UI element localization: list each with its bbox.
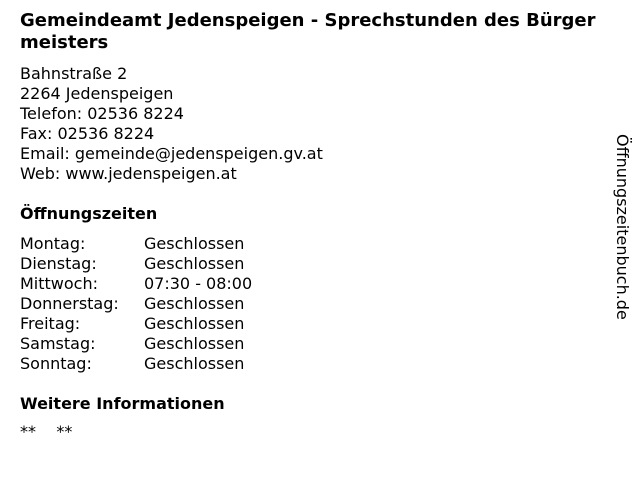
address-city: 2264 Jedenspeigen xyxy=(20,84,174,103)
hours-time: Geschlossen xyxy=(144,354,245,373)
hours-time: Geschlossen xyxy=(144,234,245,253)
hours-day: Mittwoch: xyxy=(20,274,98,293)
hours-time: Geschlossen xyxy=(144,334,245,353)
hours-row-sunday xyxy=(20,354,610,374)
hours-day: Dienstag: xyxy=(20,254,97,273)
hours-time: Geschlossen xyxy=(144,314,245,333)
page-title: Gemeindeamt Jedenspeigen - Sprechstunden des Bürgermeisters xyxy=(20,10,596,53)
address-phone: Telefon: 02536 8224 xyxy=(20,104,184,123)
address-block xyxy=(20,64,610,184)
address-fax: Fax: 02536 8224 xyxy=(20,124,155,143)
hours-row-monday xyxy=(20,234,610,254)
address-email: Email: gemeinde@jedenspeigen.gv.at xyxy=(20,144,323,163)
hours-heading: Öffnungszeiten xyxy=(20,204,158,223)
address-web: Web: www.jedenspeigen.at xyxy=(20,164,237,183)
side-brand-label: Öffnungszeitenbuch.de xyxy=(613,134,632,320)
page-content xyxy=(20,10,610,442)
hours-row-saturday xyxy=(20,334,610,354)
hours-table xyxy=(20,234,610,374)
hours-time: Geschlossen xyxy=(144,294,245,313)
hours-time: 07:30 - 08:00 xyxy=(144,274,253,293)
hours-day: Freitag: xyxy=(20,314,81,333)
info-heading: Weitere Informationen xyxy=(20,394,225,413)
hours-day: Samstag: xyxy=(20,334,96,353)
hours-day: Sonntag: xyxy=(20,354,92,373)
hours-day: Donnerstag: xyxy=(20,294,119,313)
hours-row-thursday xyxy=(20,294,610,314)
address-street: Bahnstraße 2 xyxy=(20,64,128,83)
info-text: ** ** xyxy=(20,422,73,441)
hours-row-friday xyxy=(20,314,610,334)
hours-day: Montag: xyxy=(20,234,86,253)
hours-row-tuesday xyxy=(20,254,610,274)
hours-row-wednesday xyxy=(20,274,610,294)
hours-time: Geschlossen xyxy=(144,254,245,273)
